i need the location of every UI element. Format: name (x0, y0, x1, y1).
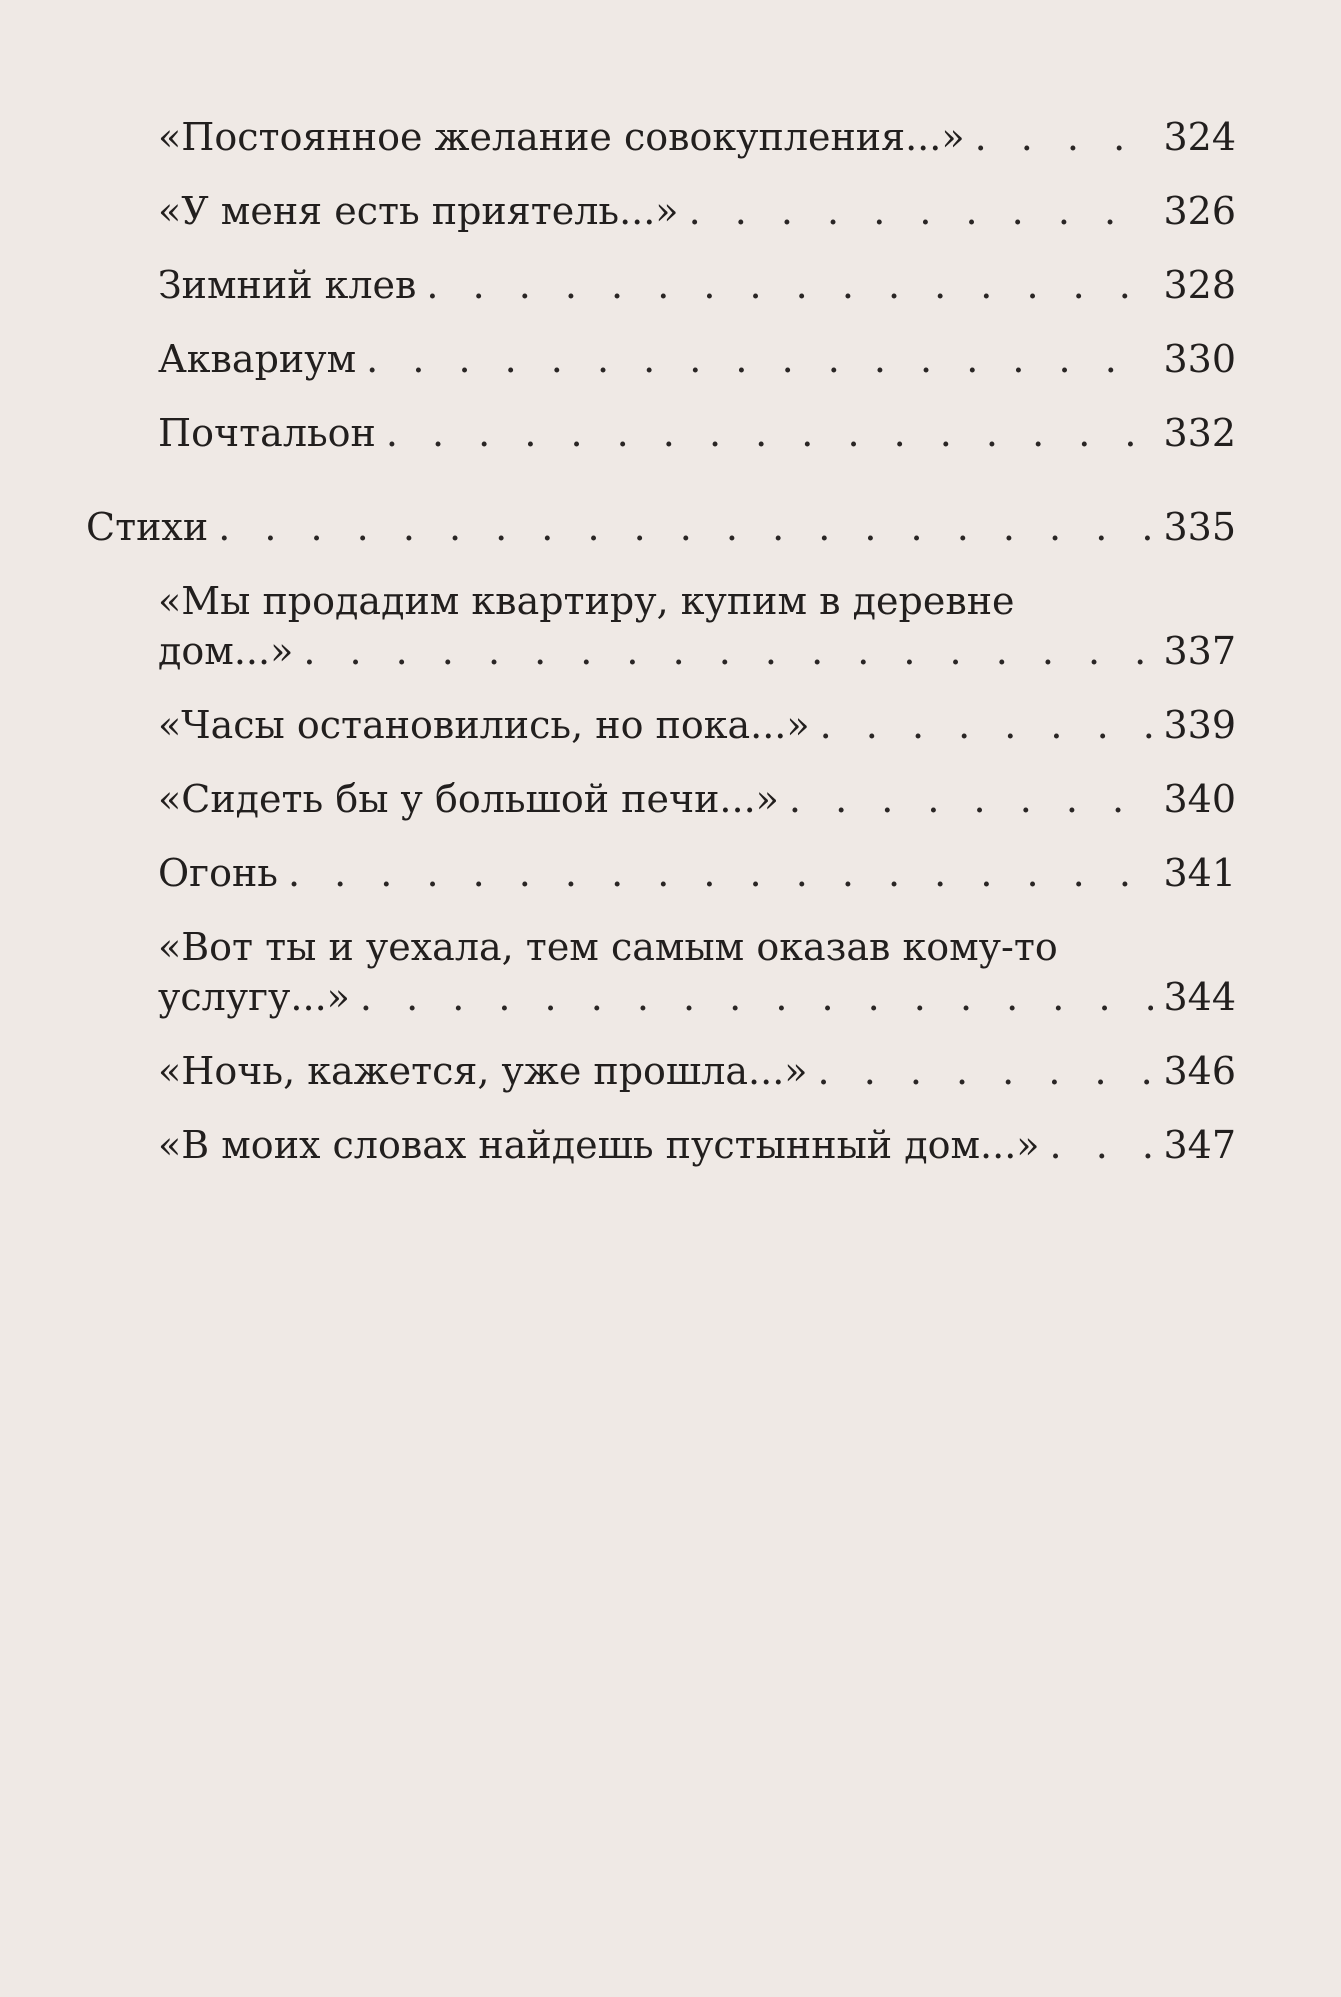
toc-entry-title: «У меня есть приятель...» (158, 189, 679, 233)
toc-entry (86, 334, 1236, 384)
toc-entry-page: 328 (1163, 263, 1236, 307)
toc-entry-page: 337 (1163, 629, 1236, 673)
toc-entry (86, 922, 1236, 1022)
toc-entry-title-line2: дом...» (158, 629, 294, 673)
toc-entry-page: 330 (1163, 337, 1236, 381)
toc-entry (86, 260, 1236, 310)
dot-leader (818, 1046, 1154, 1096)
toc-entry-title: «Часы остановились, но пока...» (158, 703, 810, 747)
dot-leader (303, 626, 1153, 676)
table-of-contents (86, 112, 1236, 1170)
toc-entry-title: Огонь (158, 851, 278, 895)
toc-entry-page: 341 (1163, 851, 1236, 895)
toc-section-title: Стихи (86, 505, 209, 549)
toc-entry-page: 332 (1163, 411, 1236, 455)
toc-entry-page: 340 (1163, 777, 1236, 821)
toc-entry-title-line1: «Мы продадим квартиру, купим в деревне (158, 579, 1015, 623)
dot-leader (386, 408, 1154, 458)
toc-entry-page: 339 (1163, 703, 1236, 747)
dot-leader (975, 112, 1154, 162)
toc-entry-page: 347 (1163, 1123, 1236, 1167)
dot-leader (820, 700, 1154, 750)
toc-entry (86, 848, 1236, 898)
toc-entry-title: Почтальон (158, 411, 376, 455)
toc-entry (86, 408, 1236, 458)
toc-entry (86, 1120, 1236, 1170)
toc-entry-title: Аквариум (158, 337, 357, 381)
toc-entry-title: «Сидеть бы у большой печи...» (158, 777, 779, 821)
toc-entry-title: «Постоянное желание совокупления...» (158, 115, 965, 159)
dot-leader (426, 260, 1153, 310)
toc-entry-page: 326 (1163, 189, 1236, 233)
dot-leader (366, 334, 1153, 384)
toc-entry (86, 774, 1236, 824)
toc-section (86, 502, 1236, 552)
toc-entry-page: 324 (1163, 115, 1236, 159)
dot-leader (360, 972, 1154, 1022)
dot-leader (218, 502, 1153, 552)
dot-leader (789, 774, 1154, 824)
toc-entry-title: «В моих словах найдешь пустынный дом...» (158, 1123, 1040, 1167)
toc-entry-title-line1: «Вот ты и уехала, тем самым оказав кому-то (158, 925, 1058, 969)
toc-entry-page: 346 (1163, 1049, 1236, 1093)
toc-entry-title-line2: услугу...» (158, 975, 350, 1019)
dot-leader (689, 186, 1154, 236)
dot-leader (1050, 1120, 1154, 1170)
toc-entry (86, 700, 1236, 750)
toc-entry-title: «Ночь, кажется, уже прошла...» (158, 1049, 808, 1093)
toc-entry (86, 186, 1236, 236)
toc-entry (86, 1046, 1236, 1096)
toc-entry (86, 112, 1236, 162)
dot-leader (288, 848, 1154, 898)
toc-entry (86, 576, 1236, 676)
toc-entry-page: 344 (1163, 975, 1236, 1019)
toc-entry-title: Зимний клев (158, 263, 417, 307)
toc-section-page: 335 (1163, 505, 1236, 549)
